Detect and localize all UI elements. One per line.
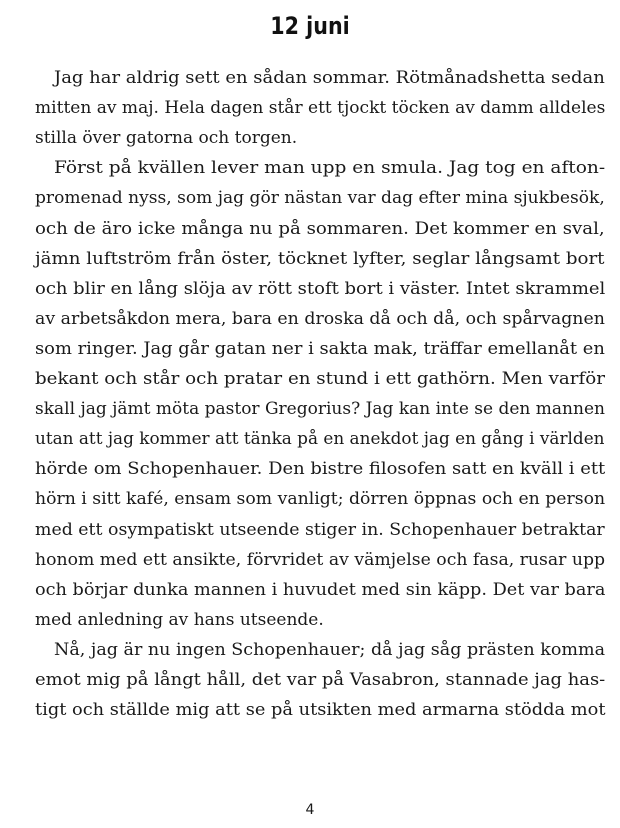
text-line: med ett osympatiskt utseende stiger in. Schopenhauer betraktar [35, 520, 605, 540]
text-line: och börjar dunka mannen i huvudet med sin käpp. Det var bara [35, 580, 606, 600]
text-line: med anledning av hans utseende. [35, 610, 324, 630]
text-line: Först på kvällen lever man upp en smula. Jag tog en afton- [54, 158, 606, 178]
text-line: Nå, jag är nu ingen Schopenhauer; då jag såg prästen komma [54, 640, 606, 660]
text-line: skall jag jämt möta pastor Gregorius? Jag kan inte se den mannen [35, 399, 605, 419]
text-line: honom med ett ansikte, förvridet av vämjelse och fasa, rusar upp [35, 550, 606, 570]
page-number: 4 [305, 802, 315, 818]
text-line: av arbetsåkdon mera, bara en droska då och då, och spårvagnen [35, 309, 605, 329]
text-line: Jag har aldrig sett en sådan sommar. Rötmånadshetta sedan [54, 68, 605, 88]
text-line: och blir en lång slöja av rött stoft bort i väster. Intet skrammel [35, 279, 606, 299]
text-line: hörde om Schopenhauer. Den bistre filosofen satt en kväll i ett [35, 459, 606, 479]
text-line: mitten av maj. Hela dagen står ett tjockt töcken av damm alldeles [35, 98, 606, 118]
text-line: och de äro icke många nu på sommaren. Det kommer en sval, [35, 219, 605, 239]
text-line: stilla över gatorna och torgen. [35, 128, 298, 148]
page-title: 12 juni [270, 12, 350, 40]
text-line: bekant och står och pratar en stund i ett gathörn. Men varför [35, 369, 606, 389]
text-line: promenad nyss, som jag gör nästan var dag efter mina sjukbesök, [35, 188, 605, 208]
text-line: som ringer. Jag går gatan ner i sakta mak, träffar emellanåt en [35, 339, 605, 359]
text-line: jämn luftström från öster, töcknet lyfter, seglar långsamt bort [35, 249, 605, 269]
text-line: hörn i sitt kafé, ensam som vanligt; dörren öppnas och en person [35, 489, 606, 509]
text-line: utan att jag kommer att tänka på en anekdot jag en gång i världen [35, 429, 605, 449]
text-line: emot mig på långt håll, det var på Vasabron, stannade jag has- [35, 670, 606, 690]
text-line: tigt och ställde mig att se på utsikten med armarna stödda mot [35, 700, 606, 720]
